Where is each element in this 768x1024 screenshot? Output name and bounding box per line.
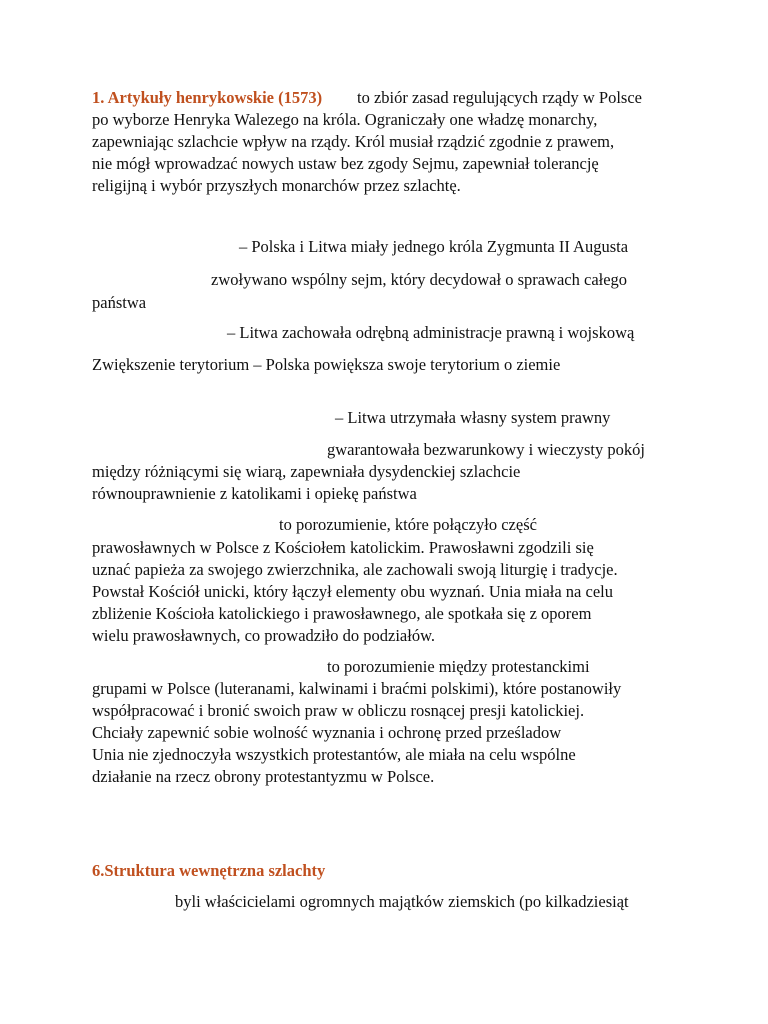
sandomierz-line: Unia nie zjednoczyła wszystkich protestantów, ale miała na celu wspólne: [92, 745, 576, 764]
union-line: – Litwa zachowała odrębną administracje prawną i wojskową: [227, 323, 635, 342]
brest-union-line: wielu prawosławnych, co prowadziło do podziałów.: [92, 626, 436, 645]
brest-union-line: uznać papieża za swojego zwierzchnika, ale zachowali swoją liturgię i tradycje.: [92, 560, 618, 579]
union-line: zwoływano wspólny sejm, który decydował o sprawach całego: [211, 270, 628, 289]
section-6-line: byli właścicielami ogromnych majątków ziemskich (po kilkadziesiąt: [175, 892, 629, 911]
brest-union-line: prawosławnych w Polsce z Kościołem katolickim. Prawosławni zgodzili się: [92, 538, 594, 557]
section-1-line: to zbiór zasad regulujących rządy w Polsce: [357, 88, 642, 107]
sandomierz-line: Chciały zapewnić sobie wolność wyznania i ochronę przed prześladow: [92, 723, 562, 742]
confederation-line: między różniącymi się wiarą, zapewniała dysydenckiej szlachcie: [92, 462, 521, 481]
sandomierz-line: grupami w Polsce (luteranami, kalwinami i braćmi polskimi), które postanowiły: [92, 679, 622, 698]
sandomierz-line: działanie na rzecz obrony protestantyzmu w Polsce.: [92, 767, 435, 786]
section-1-line: nie mógł wprowadzać nowych ustaw bez zgody Sejmu, zapewniał tolerancję: [92, 154, 599, 173]
section-1-heading: 1. Artykuły henrykowskie (1573): [92, 88, 323, 107]
brest-union-line: Powstał Kościół unicki, który łączył elementy obu wyznań. Unia miała na celu: [92, 582, 613, 601]
brest-union-line: to porozumienie, które połączyło część: [279, 515, 537, 534]
sandomierz-line: to porozumienie między protestanckimi: [327, 657, 590, 676]
section-1-line: po wyborze Henryka Walezego na króla. Ograniczały one władzę monarchy,: [92, 110, 598, 129]
union-line: Zwiększenie terytorium – Polska powiększa swoje terytorium o ziemie: [92, 355, 561, 374]
union-line: państwa: [92, 293, 147, 312]
section-1-line: religijną i wybór przyszłych monarchów przez szlachtę.: [92, 176, 461, 195]
confederation-line: gwarantowała bezwarunkowy i wieczysty pokój: [327, 440, 645, 459]
section-6-heading: 6.Struktura wewnętrzna szlachty: [92, 861, 326, 880]
sandomierz-line: współpracować i bronić swoich praw w obliczu rosnącej presji katolickiej.: [92, 701, 585, 720]
confederation-line: równouprawnienie z katolikami i opiekę państwa: [92, 484, 417, 503]
confederation-line: – Litwa utrzymała własny system prawny: [335, 408, 611, 427]
brest-union-line: zbliżenie Kościoła katolickiego i prawosławnego, ale spotkała się z oporem: [92, 604, 592, 623]
section-1-line: zapewniając szlachcie wpływ na rządy. Król musiał rządzić zgodnie z prawem,: [92, 132, 615, 151]
union-line: – Polska i Litwa miały jednego króla Zygmunta II Augusta: [239, 237, 629, 256]
